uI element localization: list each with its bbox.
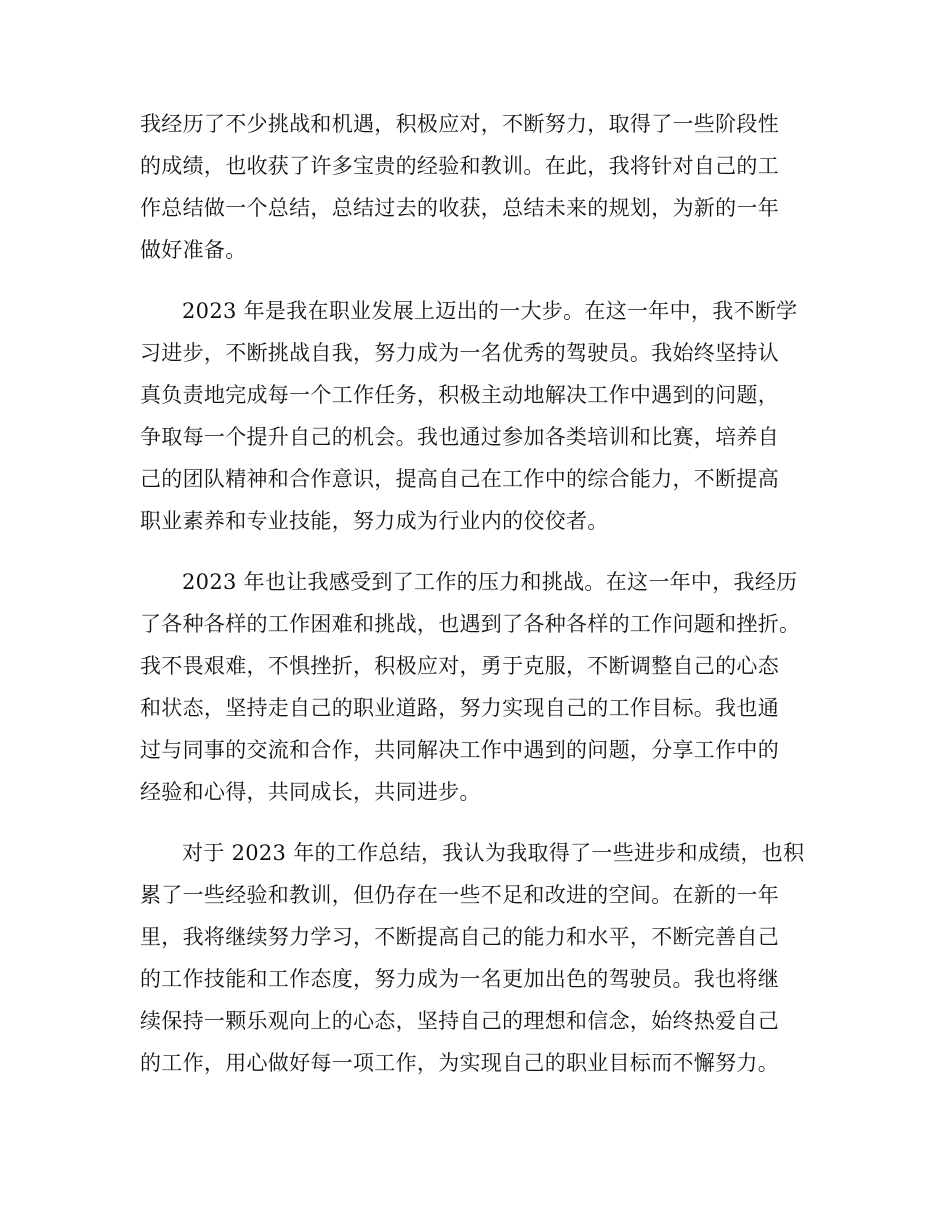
paragraph-4-line-5: 续保持一颗乐观向上的心态，坚持自己的理想和信念，始终热爱自己 — [140, 1009, 779, 1033]
paragraph-2-line-4: 争取每一个提升自己的机会。我也通过参加各类培训和比赛，培养自 — [140, 425, 779, 449]
paragraph-2-line-6: 职业素养和专业技能，努力成为行业内的佼佼者。 — [140, 509, 609, 533]
paragraph-4-line-4: 的工作技能和工作态度，努力成为一名更加出色的驾驶员。我也将继 — [140, 967, 779, 991]
paragraph-3-line-3: 我不畏艰难，不惧挫折，积极应对，勇于克服，不断调整自己的心态 — [140, 654, 779, 678]
paragraph-4-line-2: 累了一些经验和教训，但仍存在一些不足和改进的空间。在新的一年 — [140, 883, 779, 907]
paragraph-2-line-5: 己的团队精神和合作意识，提高自己在工作中的综合能力，不断提高 — [140, 467, 779, 491]
paragraph-3-line-6: 经验和心得，共同成长，共同进步。 — [140, 780, 481, 804]
paragraph-4-line-1: 对于 2023 年的工作总结，我认为我取得了一些进步和成绩，也积 — [182, 841, 805, 865]
paragraph-3-line-2: 了各种各样的工作困难和挑战，也遇到了各种各样的工作问题和挫折。 — [140, 612, 801, 636]
paragraph-2-line-2: 习进步，不断挑战自我，努力成为一名优秀的驾驶员。我始终坚持认 — [140, 341, 779, 365]
paragraph-1-line-3: 作总结做一个总结，总结过去的收获，总结未来的规划，为新的一年 — [140, 196, 779, 220]
paragraph-2-line-3: 真负责地完成每一个工作任务，积极主动地解决工作中遇到的问题， — [140, 383, 779, 407]
paragraph-3-line-4: 和状态，坚持走自己的职业道路，努力实现自己的工作目标。我也通 — [140, 696, 779, 720]
paragraph-4-line-3: 里，我将继续努力学习，不断提高自己的能力和水平，不断完善自己 — [140, 925, 779, 949]
paragraph-1-line-4: 做好准备。 — [140, 238, 247, 262]
paragraph-3-line-1: 2023 年也让我感受到了工作的压力和挑战。在这一年中，我经历 — [182, 570, 798, 594]
paragraph-2-line-1: 2023 年是我在职业发展上迈出的一大步。在这一年中，我不断学 — [182, 299, 798, 323]
paragraph-1-line-2: 的成绩，也收获了许多宝贵的经验和教训。在此，我将针对自己的工 — [140, 154, 779, 178]
paragraph-3-line-5: 过与同事的交流和合作，共同解决工作中遇到的问题，分享工作中的 — [140, 738, 779, 762]
paragraph-4-line-6: 的工作，用心做好每一项工作，为实现自己的职业目标而不懈努力。 — [140, 1051, 779, 1075]
paragraph-1-line-1: 我经历了不少挑战和机遇，积极应对，不断努力，取得了一些阶段性 — [140, 112, 779, 136]
